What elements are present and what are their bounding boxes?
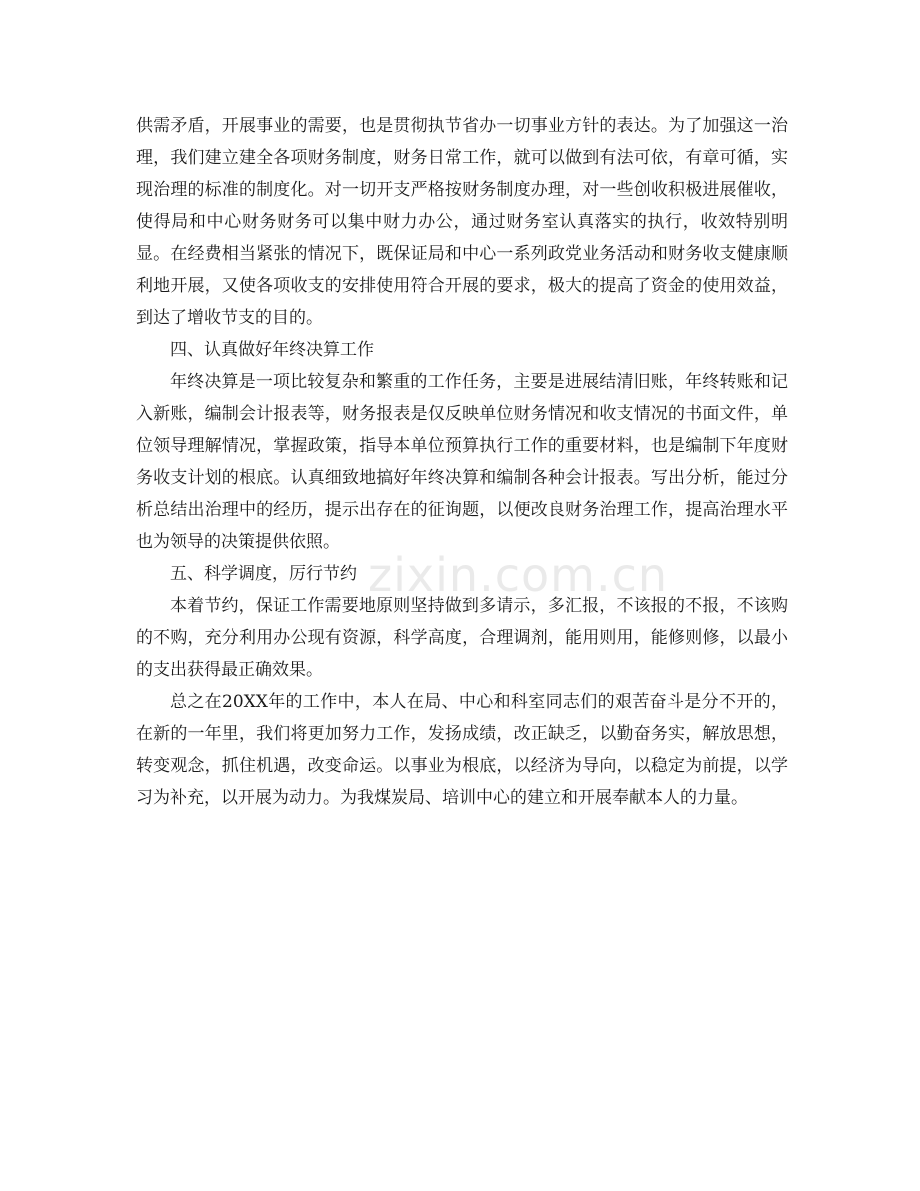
watermark-text: zixin.com.cn [368, 548, 669, 602]
paragraph-year-end-settlement: 年终决算是一项比较复杂和繁重的工作任务，主要是进展结清旧账，年终转账和记入新账，编制会计报表等，财务报表是仅反映单位财务情况和收支情况的书面文件，单位领导理解情况，掌握政策，指导本单位预算执行工作的重要材料，也是编制下年度财务收支计划的根底。认真细致地搞好年终决算和编制各种会计报表。写出分析，能过分析总结出治理中的经历，提示出存在的征询题，以便改良财务治理工作，提高治理水平也为领导的决策提供依照。 [136, 372, 788, 552]
paragraph-budget-control: 供需矛盾，开展事业的需要，也是贯彻执节省办一切事业方针的表达。为了加强这一治理，我们建立建全各项财务制度，财务日常工作，就可以做到有法可依，有章可循，实现治理的标准的制度化。对一切开支严格按财务制度办理，对一些创收积极进展催收，使得局和中心财务财务可以集中财力办公，通过财务室认真落实的执行，收效特别明显。在经费相当紧张的情况下，既保证局和中心一系列政党业务活动和财务收支健康顺利地开展，又使各项收支的安排使用符合开展的要求，极大的提高了资金的使用效益，到达了增收节支的目的。 [136, 116, 788, 328]
paragraph-scheduling-thrift: 本着节约，保证工作需要地原则坚持做到多请示，多汇报，不该报的不报，不该购的不购，充分利用办公现有资源，科学高度，合理调剂，能用则用，能修则修，以最小的支出获得最正确效果。 [136, 596, 788, 680]
paragraph-conclusion: 总之在20XX年的工作中，本人在局、中心和科室同志们的艰苦奋斗是分不开的，在新的一年里，我们将更加努力工作，发扬成绩，改正缺乏，以勤奋务实，解放思想，转变观念，抓住机遇，改变命运。以事业为根底，以经济为导向，以稳定为前提，以学习为补充，以开展为动力。为我煤炭局、培训中心的建立和开展奉献本人的力量。 [136, 692, 788, 808]
section-heading-year-end-settlement: 四、认真做好年终决算工作 [170, 340, 374, 360]
section-heading-scheduling-thrift: 五、科学调度，厉行节约 [170, 564, 357, 584]
document-body [136, 110, 788, 814]
